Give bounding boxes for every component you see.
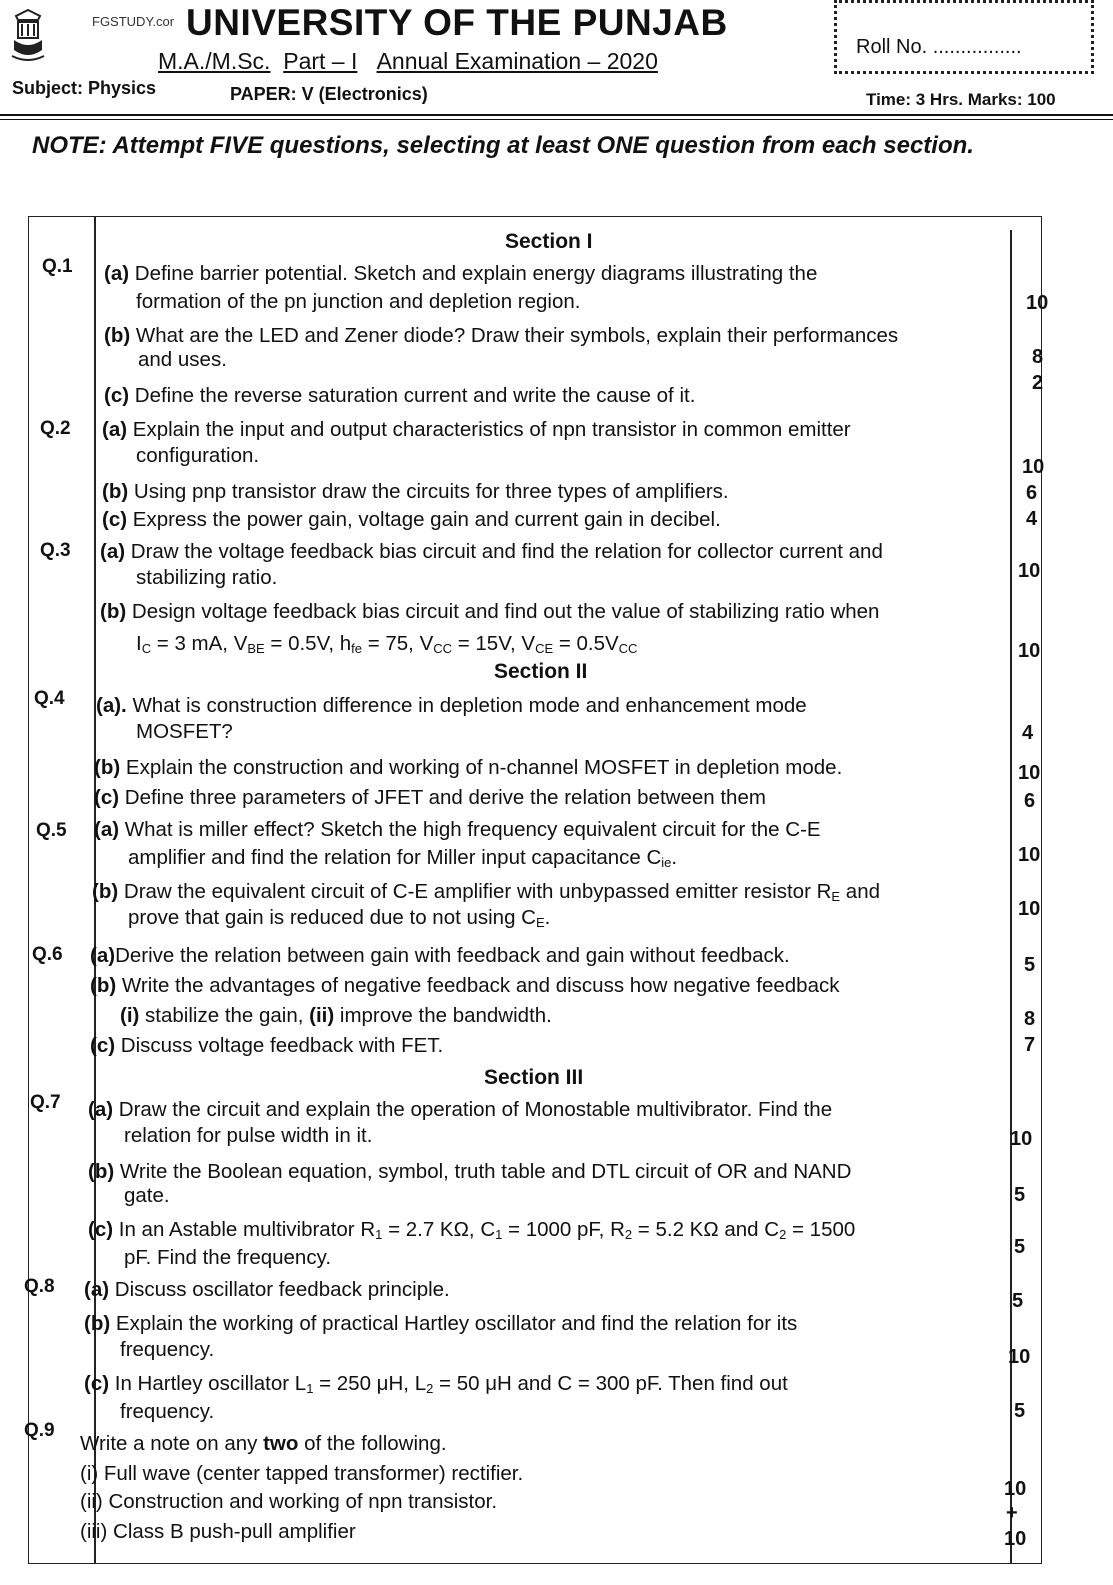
marks: 10 [1018, 560, 1041, 582]
question-text: (a) Discuss oscillator feedback principle. [84, 1278, 450, 1301]
question-text: (ii) Construction and working of npn transistor. [80, 1490, 498, 1513]
question-text: stabilizing ratio. [136, 566, 278, 589]
question-number: Q.1 [42, 256, 73, 277]
marks: 10 [1018, 762, 1041, 784]
question-number: Q.2 [40, 418, 71, 439]
question-text: (c) Discuss voltage feedback with FET. [90, 1034, 444, 1057]
marks: 5 [1012, 1290, 1024, 1312]
question-text: (a) Define barrier potential. Sketch and explain energy diagrams illustrating the [104, 262, 818, 285]
question-text: (a)Derive the relation between gain with feedback and gain without feedback. [90, 944, 790, 967]
paper: PAPER: V (Electronics) [230, 84, 428, 104]
marks: 10 [1018, 844, 1041, 866]
question-text: pF. Find the frequency. [124, 1246, 332, 1269]
question-equation: (c) In Hartley oscillator $L_1 = 250$ μH, $L_2 = 50$ μH and C = 300 pF. Then find out [84, 1372, 788, 1396]
question-text: frequency. [120, 1338, 215, 1361]
question-text: and uses. [138, 348, 227, 371]
question-number: Q.3 [40, 540, 71, 561]
question-text: (c) Define the reverse saturation current and write the cause of it. [104, 384, 696, 407]
question-text: configuration. [136, 444, 260, 467]
marks: 10 [1010, 1128, 1033, 1150]
question-text: relation for pulse width in it. [124, 1124, 373, 1147]
marks: 6 [1026, 482, 1038, 504]
university-crest-icon [8, 6, 48, 66]
question-text: (b) Write the Boolean equation, symbol, truth table and DTL circuit of OR and NAND [88, 1160, 852, 1183]
question-text: Write a note on any two of the following. [80, 1432, 447, 1455]
question-number: Q.4 [34, 688, 65, 709]
question-text: (a) What is miller effect? Sketch the high frequency equivalent circuit for the C-E [94, 818, 821, 841]
question-number: Q.7 [30, 1092, 61, 1113]
degree: M.A./M.Sc. [158, 48, 271, 74]
marks: 8 [1024, 1008, 1036, 1030]
marks: 5 [1014, 1400, 1026, 1422]
question-number: Q.8 [24, 1276, 55, 1297]
marks: 4 [1026, 508, 1038, 530]
question-text: gate. [124, 1184, 170, 1207]
question-text: amplifier and find the relation for Miller input capacitance $C_{ie}$. [128, 846, 678, 870]
question-text: (c) Express the power gain, voltage gain and current gain in decibel. [102, 508, 721, 531]
question-equation: $I_C = 3$ mA, $V_{BE} = 0.5V$, $h_{fe} = 75$, $V_{CC} = 15V$, $V_{CE} = 0.5V_{CC}$ [136, 632, 638, 656]
question-number: Q.9 [24, 1420, 55, 1441]
marks: 10 [1022, 456, 1045, 478]
question-text: frequency. [120, 1400, 215, 1423]
marks: 5 [1014, 1236, 1026, 1258]
time-marks: Time: 3 Hrs. Marks: 100 [866, 90, 1056, 109]
question-text: (i) stabilize the gain, (ii) improve the bandwidth. [120, 1004, 552, 1027]
question-text: (b) What are the LED and Zener diode? Draw their symbols, explain their performances [104, 324, 899, 347]
question-text: (a) Draw the circuit and explain the operation of Monostable multivibrator. Find the [88, 1098, 833, 1121]
exam-title: Annual Examination – 2020 [376, 48, 658, 74]
marks: 8 [1032, 346, 1044, 368]
university-title: UNIVERSITY OF THE PUNJAB [186, 2, 728, 43]
question-text: (b) Design voltage feedback bias circuit and find out the value of stabilizing ratio when [100, 600, 880, 623]
marks: 2 [1032, 372, 1044, 394]
question-text: (b) Explain the working of practical Hartley oscillator and find the relation for its [84, 1312, 798, 1335]
header-divider [0, 114, 1113, 116]
question-text: (a) Explain the input and output characteristics of npn transistor in common emitter [102, 418, 851, 441]
part: Part – I [283, 48, 358, 74]
marks: 10 [1018, 898, 1041, 920]
question-text: (b) Write the advantages of negative feedback and discuss how negative feedback [90, 974, 840, 997]
section-title: Section I [505, 230, 593, 253]
instruction-note: NOTE: Attempt FIVE questions, selecting at least ONE question from each section. [32, 132, 974, 159]
question-text: (i) Full wave (center tapped transformer) rectifier. [80, 1462, 524, 1485]
question-text: (iii) Class B push-pull amplifier [80, 1520, 356, 1543]
question-number: Q.6 [32, 944, 63, 965]
header-divider-thin [0, 119, 1113, 120]
question-number: Q.5 [36, 820, 67, 841]
exam-line [158, 48, 658, 75]
question-text: (a) Draw the voltage feedback bias circuit and find the relation for collector current and [100, 540, 883, 563]
source-watermark: FGSTUDY.cor [92, 14, 175, 29]
marks: 10 [1018, 640, 1041, 662]
marks: 10 [1026, 292, 1049, 314]
question-text: (a). What is construction difference in depletion mode and enhancement mode [96, 694, 807, 717]
marks: 10 [1008, 1346, 1031, 1368]
question-text: (b) Explain the construction and working of n-channel MOSFET in depletion mode. [94, 756, 843, 779]
marks: 5 [1024, 954, 1036, 976]
marks: 5 [1014, 1184, 1026, 1206]
marks: 10 [1004, 1478, 1027, 1500]
section-title: Section II [494, 660, 588, 683]
section-title: Section III [484, 1066, 584, 1089]
marks: 4 [1022, 722, 1034, 744]
subject: Subject: Physics [12, 78, 157, 98]
marks: 6 [1024, 790, 1036, 812]
question-text: prove that gain is reduced due to not using $C_E$. [128, 906, 551, 930]
question-text: MOSFET? [136, 720, 233, 743]
marks: 7 [1024, 1034, 1036, 1056]
marks: 10 [1004, 1528, 1027, 1550]
question-text: formation of the pn junction and depletion region. [136, 290, 581, 313]
question-text: (b) Using pnp transistor draw the circuits for three types of amplifiers. [102, 480, 729, 503]
question-text: (b) Draw the equivalent circuit of C-E amplifier with unbypassed emitter resistor $R_E$ and [92, 880, 880, 904]
roll-number-field: Roll No. ................ [856, 36, 1022, 58]
marks-plus: + [1006, 1502, 1018, 1524]
question-text: (c) Define three parameters of JFET and derive the relation between them [94, 786, 766, 809]
question-equation: (c) In an Astable multivibrator $R_1 = 2.7$ KΩ, $C_1 = 1000$ pF, $R_2 = 5.2$ KΩ and $C_2 = 1500$ [88, 1218, 856, 1242]
